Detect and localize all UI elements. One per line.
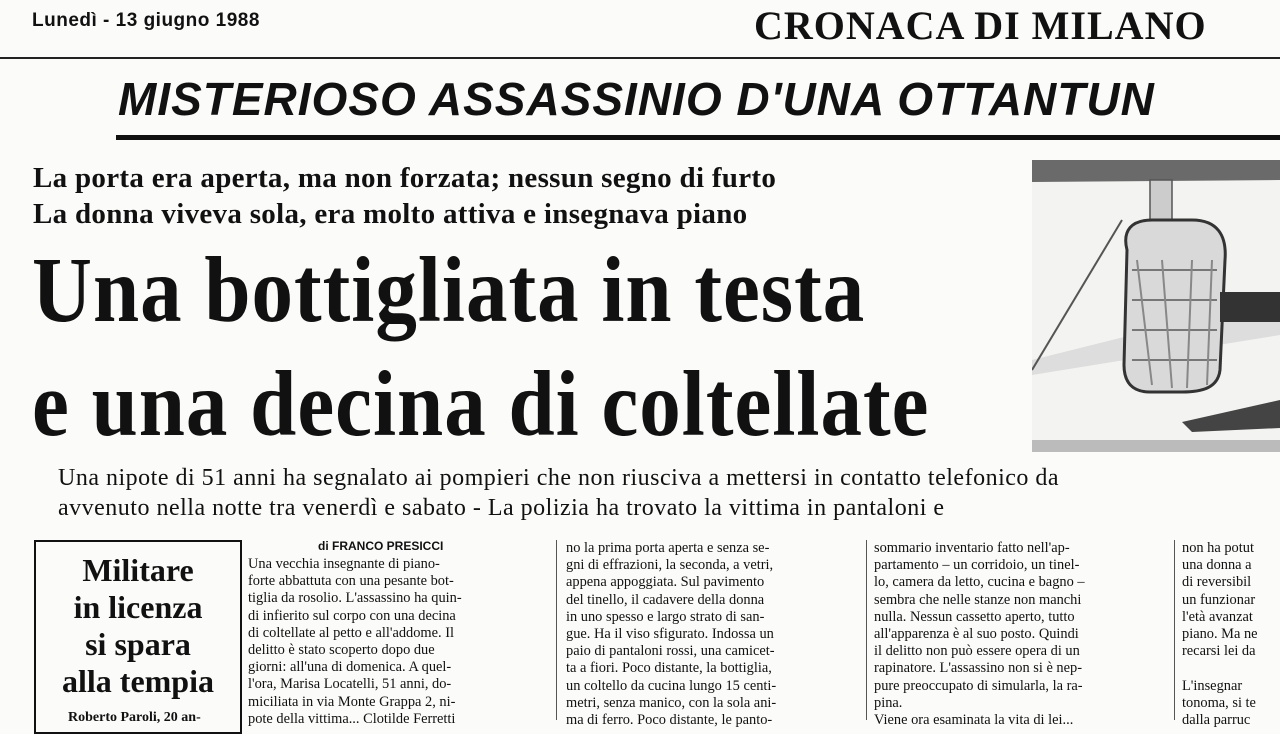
article-line: un funzionar: [1182, 591, 1256, 608]
main-headline-line-2: e una decina di coltellate: [32, 352, 930, 456]
article-line: nulla. Nessun cassetto aperto, tutto: [874, 608, 1075, 625]
sidebar-author: Roberto Paroli, 20 an-: [68, 710, 201, 725]
kicker-rule: [116, 135, 1280, 140]
summary-line-2: avvenuto nella notte tra venerdì e sabato - La polizia ha trovato la vittima in pantaloni e: [58, 495, 945, 521]
article-line: un coltello da cucina lungo 15 centi-: [566, 677, 777, 694]
article-line: piano. Ma ne: [1182, 626, 1258, 643]
article-column-3: [874, 540, 1085, 729]
article-line: rapinatore. L'assassino non si è nep-: [874, 660, 1083, 677]
article-line: l'età avanzat: [1182, 608, 1253, 625]
article-line: metri, senza manico, con la sola ani-: [566, 694, 777, 711]
article-line: lo, camera da letto, cucina e bagno –: [874, 574, 1085, 591]
sidebar-title: [36, 552, 240, 700]
article-line: ta a fiori. Poco distante, la bottiglia,: [566, 660, 772, 677]
article-line: pote della vittima... Clotilde Ferretti: [248, 710, 456, 727]
subhead-2: La donna viveva sola, era molto attiva e insegnava piano: [33, 198, 748, 230]
article-line: Una vecchia insegnante di piano-: [248, 556, 440, 572]
article-column-1: [248, 556, 462, 728]
article-line: no la prima porta aperta e senza se-: [566, 540, 770, 556]
article-line: il delitto non può essere opera di un: [874, 643, 1080, 660]
article-line: l'ora, Marisa Locatelli, 51 anni, do-: [248, 676, 452, 693]
sidebar-title-line: Militare: [82, 552, 194, 588]
article-line: [1182, 660, 1258, 677]
article-column-2: [566, 540, 776, 729]
article-line: sembra che nelle stanze non manchi: [874, 591, 1082, 608]
article-line: appena appoggiata. Sul pavimento: [566, 574, 765, 591]
summary-line-1: Una nipote di 51 anni ha segnalato ai pompieri che non riusciva a mettersi in contatto telefonico da: [58, 465, 1060, 491]
article-line: gue. Ha il viso sfigurato. Indossa un: [566, 626, 774, 643]
article-line: pure preoccupato di simularla, la ra-: [874, 677, 1083, 694]
article-line: L'insegnar: [1182, 677, 1243, 694]
article-line: recarsi lei da: [1182, 643, 1256, 660]
article-line: di coltellate al petto e all'addome. Il: [248, 624, 454, 641]
article-line: dalla parruc: [1182, 712, 1251, 729]
article-line: di reversibil: [1182, 574, 1252, 591]
article-line: non ha potut: [1182, 540, 1254, 556]
article-line: partamento – un corridoio, un tinel-: [874, 557, 1080, 574]
sidebar-title-line: si spara: [85, 626, 191, 662]
kicker-headline: MISTERIOSO ASSASSINIO D'UNA OTTANTUN: [118, 73, 1155, 125]
bottle-and-knife-photo: [1032, 160, 1280, 452]
article-line: delitto è stato scoperto dopo due: [248, 642, 435, 659]
article-line: ma di ferro. Poco distante, le panto-: [566, 712, 773, 729]
article-line: di infierito sul corpo con una decina: [248, 607, 456, 624]
article-line: paio di pantaloni rossi, una camicet-: [566, 643, 775, 660]
sidebar-title-line: in licenza: [73, 589, 203, 625]
main-headline-line-1: Una bottigliata in testa: [32, 238, 866, 342]
article-line: tonoma, si te: [1182, 694, 1256, 711]
article-line: Viene ora esaminata la vita di lei...: [874, 712, 1074, 729]
header-rule: [0, 57, 1280, 59]
article-line: una donna a: [1182, 557, 1252, 574]
article-column-4: [1182, 540, 1258, 729]
column-divider: [556, 540, 557, 720]
article-line: pina.: [874, 694, 903, 711]
section-title: CRONACA DI MILANO: [754, 3, 1207, 48]
article-line: del tinello, il cadavere della donna: [566, 591, 765, 608]
article-line: tiglia da rosolio. L'assassino ha quin-: [248, 590, 462, 607]
article-line: miciliata in via Monte Grappa 2, ni-: [248, 693, 456, 710]
article-line: in uno spesso e largo strato di san-: [566, 608, 765, 625]
sidebar-title-line: alla tempia: [62, 663, 214, 699]
article-line: all'apparenza è al suo posto. Quindi: [874, 626, 1079, 643]
article-line: gni di effrazioni, la seconda, a vetri,: [566, 557, 774, 574]
issue-date: Lunedì - 13 giugno 1988: [32, 10, 260, 31]
article-line: forte abbattuta con una pesante bot-: [248, 573, 454, 590]
sidebar-box: [34, 540, 242, 734]
article-line: giorni: all'una di domenica. A quel-: [248, 659, 452, 676]
column-divider: [866, 540, 867, 720]
byline: di FRANCO PRESICCI: [318, 539, 444, 553]
column-divider: [1174, 540, 1175, 720]
article-line: sommario inventario fatto nell'ap-: [874, 540, 1070, 556]
subhead-1: La porta era aperta, ma non forzata; nessun segno di furto: [33, 162, 777, 194]
